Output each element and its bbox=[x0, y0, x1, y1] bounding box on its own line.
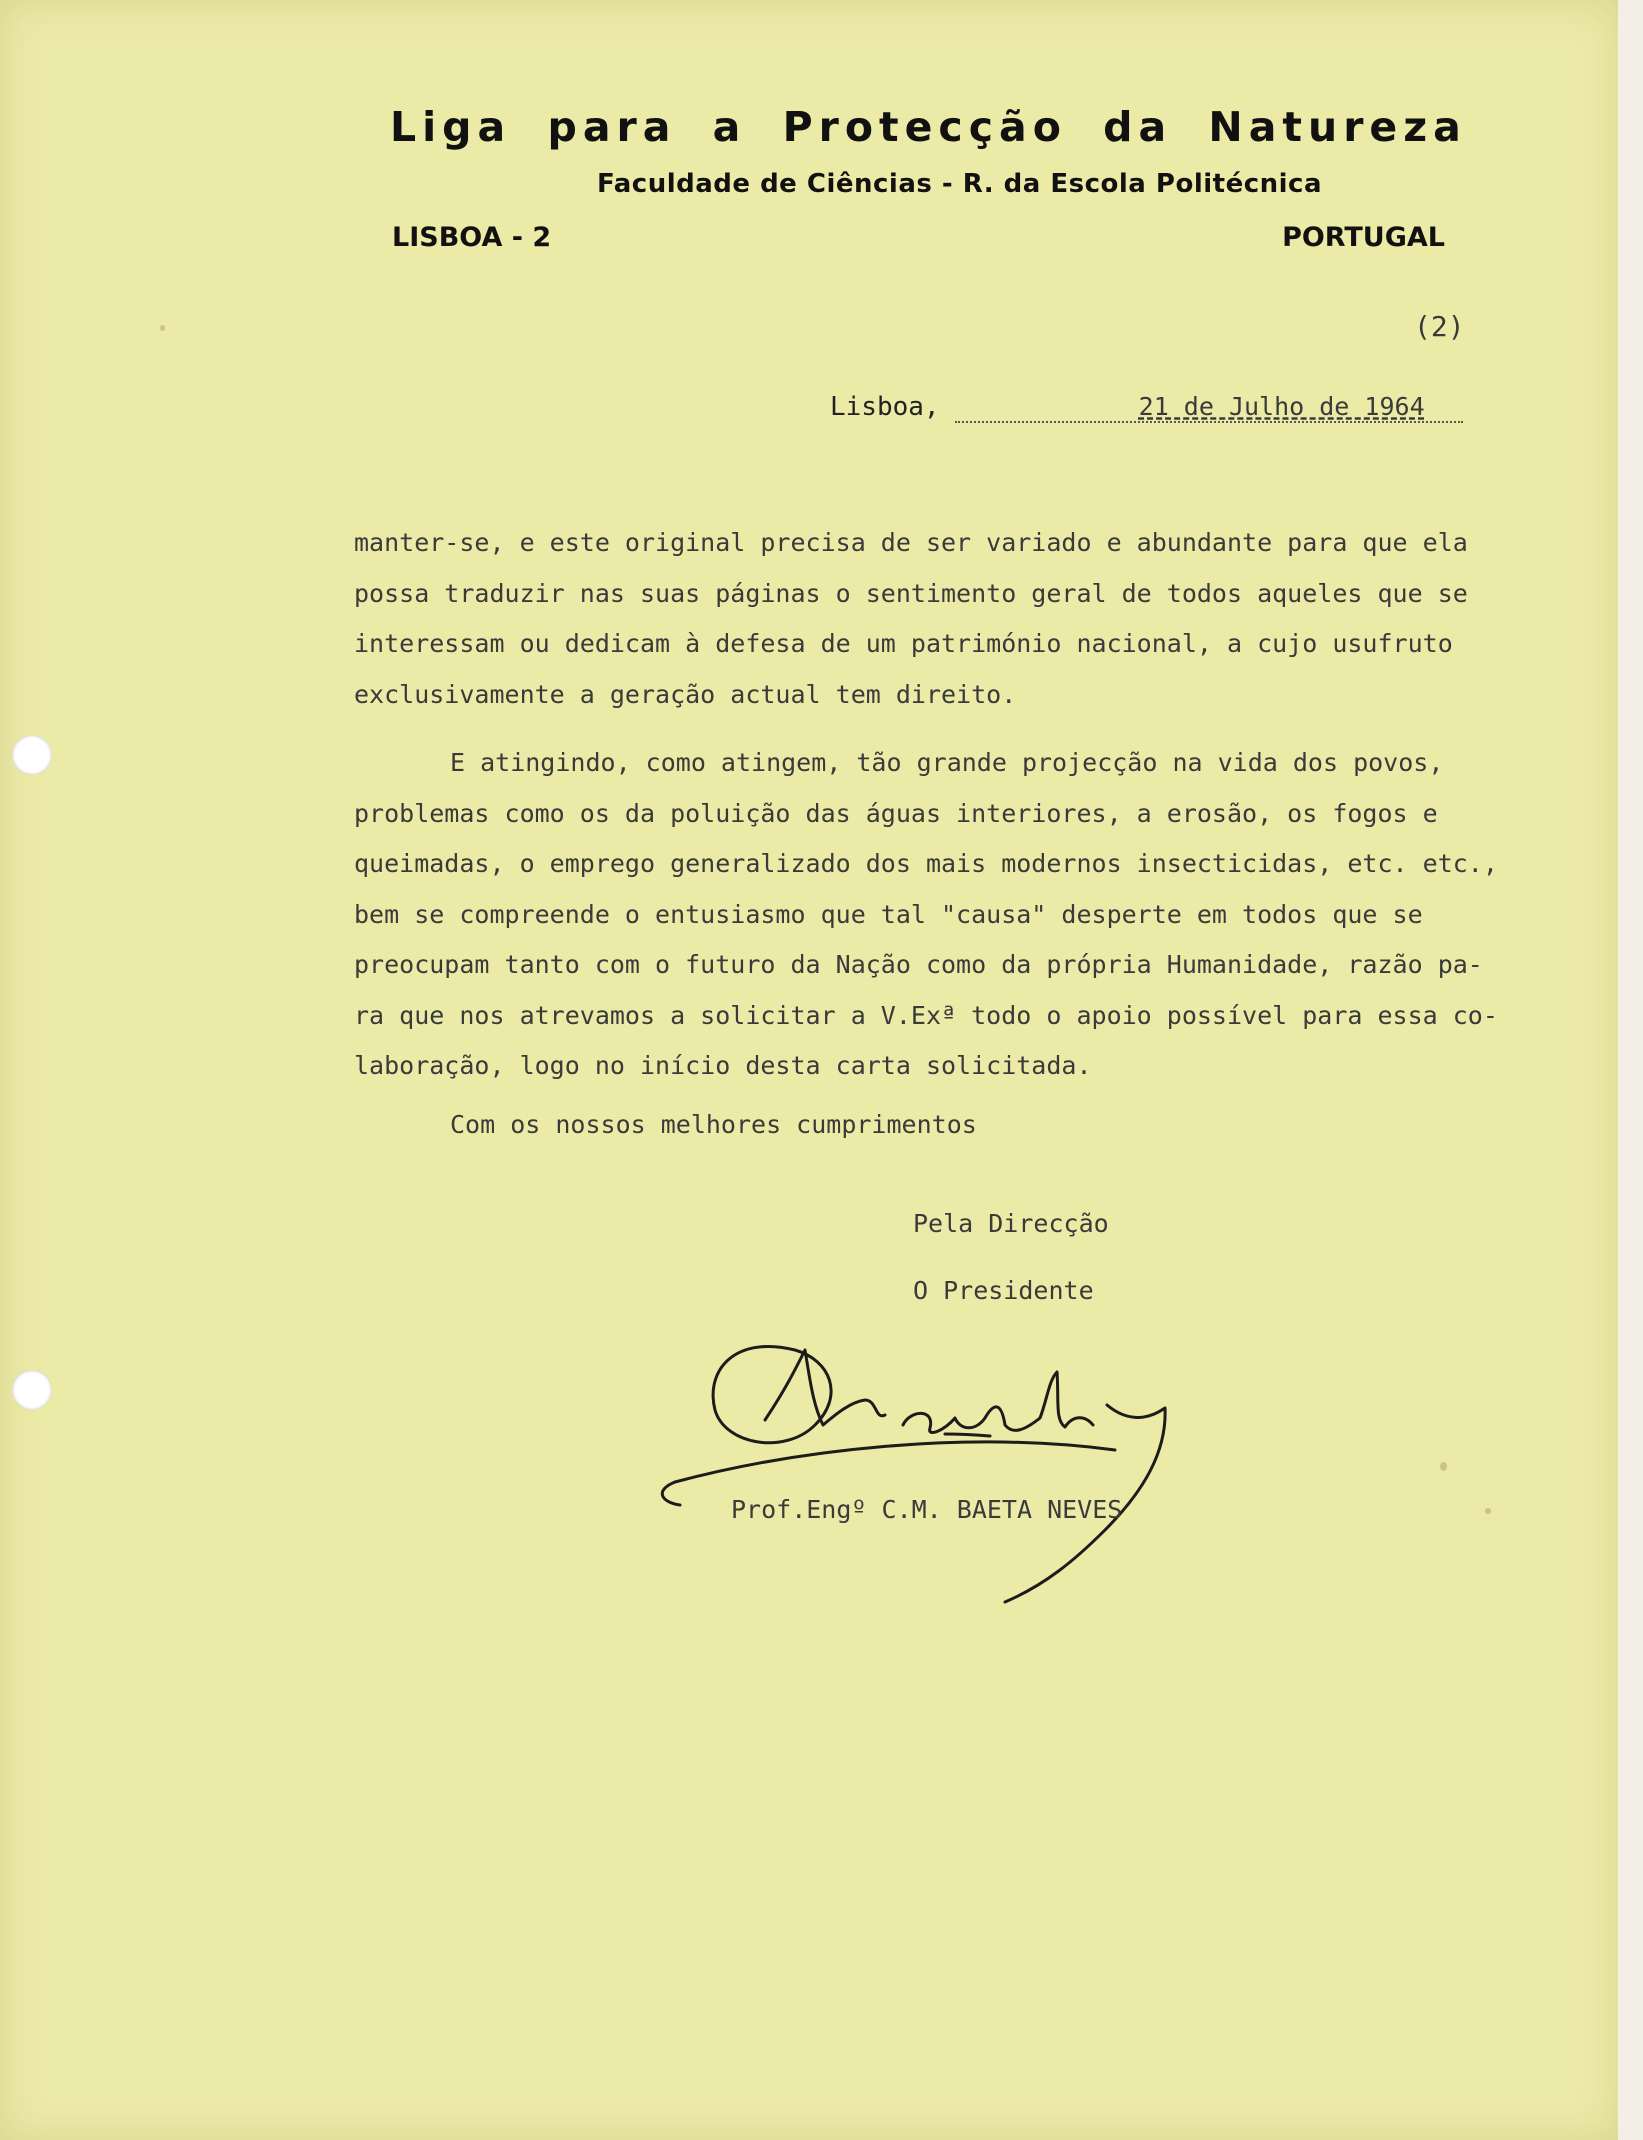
date-value: 21 de Julho de 1964 bbox=[955, 392, 1463, 423]
text-line: bem se compreende o entusiasmo que tal "causa" desperte em todos que se bbox=[354, 899, 1423, 929]
signature-role-line-2: O Presidente bbox=[913, 1276, 1094, 1305]
text-line: possa traduzir nas suas páginas o sentimento geral de todos aqueles que se bbox=[354, 578, 1468, 608]
scan-background-edge bbox=[1618, 0, 1643, 2140]
letterhead-address: Faculdade de Ciências - R. da Escola Politécnica bbox=[597, 169, 1322, 199]
text-line: manter-se, e este original precisa de ser variado e abundante para que ela bbox=[354, 528, 1468, 557]
paper-stain bbox=[1485, 1508, 1491, 1514]
text-line: interessam ou dedicam à defesa de um património nacional, a cujo usufruto bbox=[354, 629, 1453, 658]
closing-line: Com os nossos melhores cumprimentos bbox=[450, 1110, 977, 1139]
letterhead-organization: Liga para a Protecção da Natureza bbox=[390, 103, 1467, 151]
signature-role-line-1: Pela Direcção bbox=[913, 1209, 1109, 1238]
date-place: Lisboa, bbox=[830, 392, 940, 422]
text-line: preocupam tanto com o futuro da Nação como da própria Humanidade, razão pa- bbox=[354, 950, 1483, 979]
date-line bbox=[830, 392, 1463, 423]
signatory-name: Prof.Engº C.M. BAETA NEVES bbox=[731, 1495, 1123, 1524]
letterhead-country: PORTUGAL bbox=[1282, 222, 1445, 253]
body-paragraph-2 bbox=[354, 738, 1616, 1092]
text-line: queimadas, o emprego generalizado dos mais modernos insecticidas, etc. etc., bbox=[354, 849, 1498, 878]
text-line: laboração, logo no início desta carta solicitada. bbox=[354, 1051, 1092, 1080]
punch-hole-bottom bbox=[12, 1370, 52, 1410]
paper-stain bbox=[1440, 1462, 1447, 1471]
text-line: ra que nos atrevamos a solicitar a V.Exª todo o apoio possível para essa co- bbox=[354, 1000, 1498, 1030]
page-number: (2) bbox=[1414, 310, 1465, 343]
punch-hole-top bbox=[12, 735, 52, 775]
handwritten-signature bbox=[645, 1330, 1345, 1620]
body-paragraph-1 bbox=[354, 518, 1616, 720]
letterhead-city: LISBOA - 2 bbox=[392, 222, 552, 253]
text-line: exclusivamente a geração actual tem direito. bbox=[354, 679, 1017, 709]
paper-stain bbox=[160, 325, 165, 331]
text-line: problemas como os da poluição das águas interiores, a erosão, os fogos e bbox=[354, 798, 1438, 828]
text-line: E atingindo, como atingem, tão grande projecção na vida dos povos, bbox=[450, 748, 1444, 777]
